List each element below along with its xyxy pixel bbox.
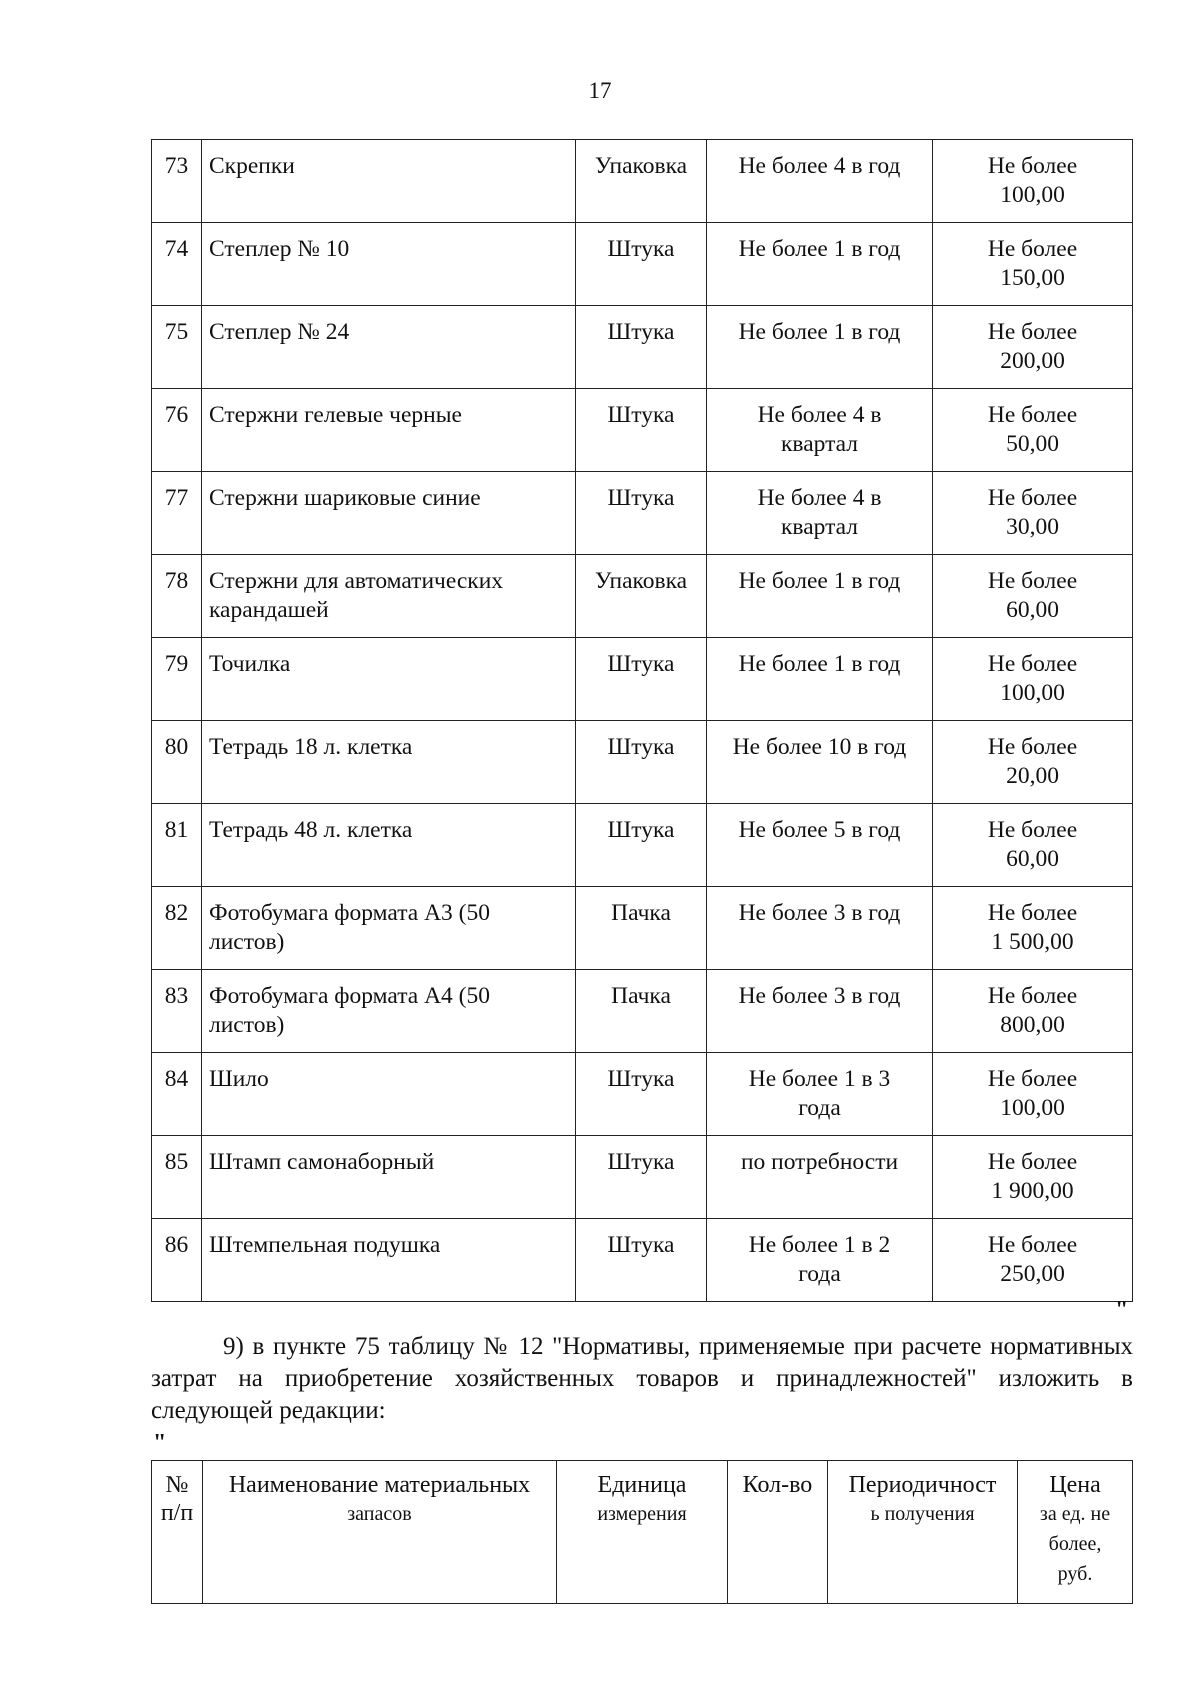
- table-row: [152, 472, 1133, 555]
- item-price: Не более 150,00: [933, 223, 1133, 306]
- item-price: Не более 100,00: [933, 1053, 1133, 1136]
- header-periodicity-line2: ь получения: [870, 1503, 975, 1525]
- item-name: Штамп самонаборный: [202, 1136, 576, 1219]
- item-frequency: Не более 3 в год: [707, 970, 933, 1053]
- item-unit: Штука: [576, 1136, 707, 1219]
- header-unit-line1: Единица: [597, 1472, 687, 1498]
- table-row: [152, 223, 1133, 306]
- item-number: 78: [152, 555, 202, 638]
- header-number-line2: п/п: [160, 1500, 194, 1526]
- table-row: [152, 140, 1133, 223]
- header-number-line1: №: [165, 1472, 189, 1498]
- table-row: [152, 555, 1133, 638]
- item-name: Тетрадь 18 л. клетка: [202, 721, 576, 804]
- table-row: [152, 389, 1133, 472]
- table-row: [152, 1053, 1133, 1136]
- items-table: [151, 139, 1133, 1302]
- page-number: 17: [588, 78, 612, 103]
- header-cell-price: [1018, 1461, 1133, 1604]
- header-cell-quantity: [728, 1461, 828, 1604]
- item-unit: Штука: [576, 223, 707, 306]
- item-name: Точилка: [202, 638, 576, 721]
- table-row: [152, 638, 1133, 721]
- item-name: Степлер № 24: [202, 306, 576, 389]
- item-price: Не более 100,00: [933, 140, 1133, 223]
- header-price-line3: более,: [1048, 1533, 1102, 1555]
- header-cell-unit: [557, 1461, 728, 1604]
- item-number: 85: [152, 1136, 202, 1219]
- header-cell-number: [152, 1461, 203, 1604]
- item-number: 76: [152, 389, 202, 472]
- table-row: [152, 306, 1133, 389]
- item-number: 80: [152, 721, 202, 804]
- header-unit-line2: измерения: [597, 1503, 687, 1525]
- header-row: [152, 1461, 1133, 1604]
- amendment-paragraph: [151, 1331, 1133, 1427]
- header-price-line4: руб.: [1057, 1563, 1093, 1585]
- header-name-line1: Наименование материальных: [228, 1472, 531, 1498]
- item-frequency: Не более 1 в 2 года: [707, 1219, 933, 1302]
- item-unit: Штука: [576, 638, 707, 721]
- item-unit: Штука: [576, 721, 707, 804]
- item-name: Фотобумага формата А4 (50 листов): [202, 970, 576, 1053]
- item-frequency: Не более 4 в квартал: [707, 389, 933, 472]
- item-frequency: Не более 1 в год: [707, 223, 933, 306]
- table-row: [152, 970, 1133, 1053]
- item-unit: Пачка: [576, 887, 707, 970]
- item-number: 73: [152, 140, 202, 223]
- item-number: 75: [152, 306, 202, 389]
- item-frequency: по потребности: [707, 1136, 933, 1219]
- item-number: 81: [152, 804, 202, 887]
- item-number: 82: [152, 887, 202, 970]
- item-frequency: Не более 5 в год: [707, 804, 933, 887]
- item-number: 83: [152, 970, 202, 1053]
- item-name: Шило: [202, 1053, 576, 1136]
- item-price: Не более 1 900,00: [933, 1136, 1133, 1219]
- item-unit: Штука: [576, 1219, 707, 1302]
- item-frequency: Не более 4 в квартал: [707, 472, 933, 555]
- table-row: [152, 804, 1133, 887]
- item-price: Не более 100,00: [933, 638, 1133, 721]
- item-price: Не более 800,00: [933, 970, 1133, 1053]
- header-price-line2: за ед. не: [1039, 1503, 1111, 1525]
- item-frequency: Не более 1 в год: [707, 555, 933, 638]
- item-number: 79: [152, 638, 202, 721]
- item-price: Не более 60,00: [933, 555, 1133, 638]
- paragraph-number: 9): [223, 1333, 244, 1360]
- table-row: [152, 887, 1133, 970]
- item-frequency: Не более 3 в год: [707, 887, 933, 970]
- item-frequency: Не более 1 в 3 года: [707, 1053, 933, 1136]
- item-name: Тетрадь 48 л. клетка: [202, 804, 576, 887]
- item-frequency: Не более 1 в год: [707, 638, 933, 721]
- norms-header-table: [151, 1460, 1133, 1604]
- item-number: 86: [152, 1219, 202, 1302]
- item-unit: Упаковка: [576, 140, 707, 223]
- item-name: Штемпельная подушка: [202, 1219, 576, 1302]
- table-row: [152, 721, 1133, 804]
- item-unit: Штука: [576, 472, 707, 555]
- header-periodicity-line1: Периодичност: [848, 1472, 997, 1498]
- item-frequency: Не более 10 в год: [707, 721, 933, 804]
- item-price: Не более 1 500,00: [933, 887, 1133, 970]
- item-name: Стержни гелевые черные: [202, 389, 576, 472]
- item-name: Стержни для автоматических карандашей: [202, 555, 576, 638]
- header-cell-periodicity: [828, 1461, 1018, 1604]
- item-unit: Упаковка: [576, 555, 707, 638]
- item-price: Не более 250,00: [933, 1219, 1133, 1302]
- item-unit: Штука: [576, 389, 707, 472]
- item-frequency: Не более 1 в год: [707, 306, 933, 389]
- item-frequency: Не более 4 в год: [707, 140, 933, 223]
- item-number: 74: [152, 223, 202, 306]
- header-cell-name: [203, 1461, 557, 1604]
- table-row: [152, 1136, 1133, 1219]
- item-name: Скрепки: [202, 140, 576, 223]
- items-table-body: [152, 140, 1133, 1302]
- item-name: Стержни шариковые синие: [202, 472, 576, 555]
- item-price: Не более 20,00: [933, 721, 1133, 804]
- table-row: [152, 1219, 1133, 1302]
- paragraph-text: в пункте 75 таблицу № 12 "Нормативы, применяемые при расчете нормативных затрат на приобретение хозяйственных товаров и принадлежностей" изложить в следующей редакции:: [151, 1333, 1134, 1424]
- item-number: 77: [152, 472, 202, 555]
- closing-quote: ": [1115, 1297, 1129, 1323]
- header-name-line2: запасов: [347, 1503, 412, 1525]
- item-unit: Штука: [576, 306, 707, 389]
- item-unit: Штука: [576, 1053, 707, 1136]
- item-unit: Штука: [576, 804, 707, 887]
- item-name: Фотобумага формата А3 (50 листов): [202, 887, 576, 970]
- opening-quote: ": [153, 1430, 167, 1456]
- item-price: Не более 60,00: [933, 804, 1133, 887]
- item-price: Не более 200,00: [933, 306, 1133, 389]
- header-quantity: Кол-во: [742, 1472, 813, 1498]
- item-unit: Пачка: [576, 970, 707, 1053]
- item-price: Не более 50,00: [933, 389, 1133, 472]
- item-price: Не более 30,00: [933, 472, 1133, 555]
- header-price-line1: Цена: [1049, 1472, 1101, 1498]
- item-name: Степлер № 10: [202, 223, 576, 306]
- item-number: 84: [152, 1053, 202, 1136]
